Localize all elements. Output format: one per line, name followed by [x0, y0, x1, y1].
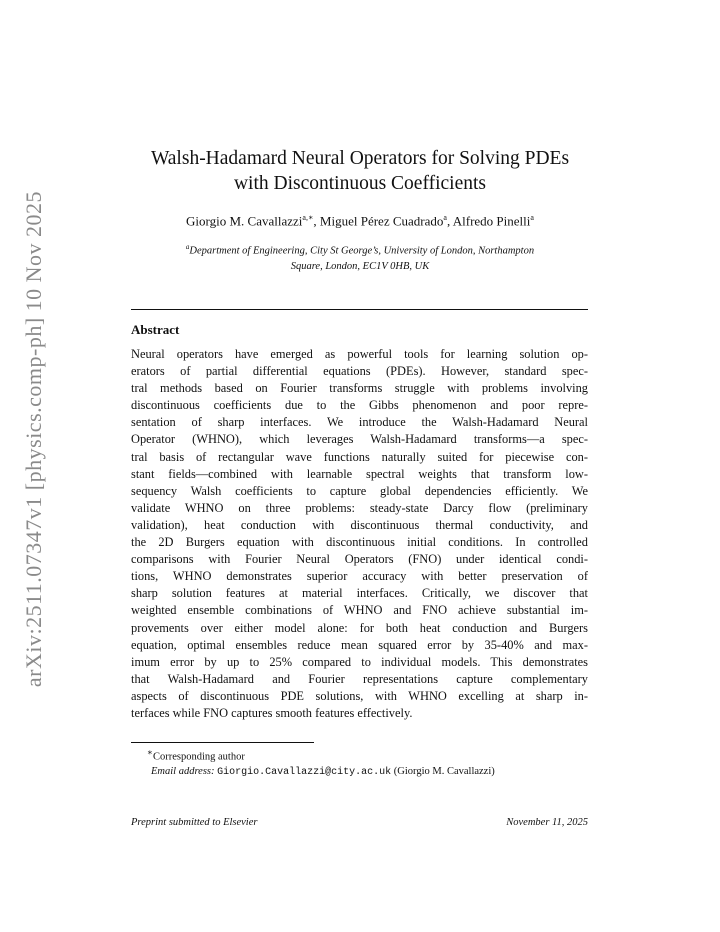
author-2-affiliation-mark: a	[443, 213, 447, 222]
affiliation	[140, 240, 580, 274]
abstract-body	[131, 346, 588, 722]
author-2-name: Miguel Pérez Cuadrado	[319, 213, 444, 229]
author-separator: ,	[446, 213, 453, 229]
footnote-rule	[131, 742, 314, 743]
email-link[interactable]: Giorgio.Cavallazzi@city.ac.uk	[217, 766, 392, 778]
footnote	[131, 745, 591, 780]
footnote-marker: ∗	[147, 747, 153, 757]
abstract-line: aspects of discontinuous PDE solutions, with WHNO excelling at sharp in-	[131, 688, 588, 703]
author-3-affiliation-mark: a	[530, 213, 534, 222]
paper-title	[110, 146, 610, 196]
abstract-line: tral methods based on Fourier transforms struggle with problems involving	[131, 381, 588, 396]
footer-date: November 11, 2025	[506, 817, 588, 828]
abstract-line: comparisons with Fourier Neural Operators (FNO) under identical condi-	[131, 552, 588, 567]
abstract-line: validation), heat conduction with discontinuous thermal conductivity, and	[131, 517, 588, 532]
preprint-note: Preprint submitted to Elsevier	[131, 817, 258, 828]
email-label: Email address:	[151, 765, 215, 777]
abstract-line: imum error by up to 25% compared to individual models. This demonstrates	[131, 654, 588, 669]
footnote-corresponding-text: Corresponding author	[152, 751, 245, 763]
abstract-line: discontinuous coefficients due to the Gibbs phenomenon and poor repre-	[131, 398, 588, 413]
abstract-line: equation, optimal ensembles reduce mean squared error by 35-40% and max-	[131, 637, 588, 652]
author-separator: ,	[313, 213, 320, 229]
abstract-line: erators of partial differential equations (PDEs). However, standard spec-	[131, 364, 588, 379]
affiliation-text-1: Department of Engineering, City St George’s, University of London, Northampton	[189, 245, 535, 257]
abstract-heading: Abstract	[131, 322, 180, 337]
abstract-line: the 2D Burgers equation with discontinuous initial conditions. In controlled	[131, 535, 588, 550]
abstract-line: terfaces while FNO captures smooth features effectively.	[131, 705, 413, 720]
abstract-line: tral basis of rectangular wave functions naturally suited for piecewise con-	[131, 449, 588, 464]
abstract-line: stant fields—combined with learnable spectral weights that transform low-	[131, 466, 588, 481]
author-3-name: Alfredo Pinelli	[452, 213, 531, 229]
abstract-line: tions, WHNO demonstrates superior accuracy with better preservation of	[131, 569, 588, 584]
footnote-email-line	[131, 765, 591, 780]
abstract-line: weighted ensemble combinations of WHNO and FNO achieve substantial im-	[131, 603, 588, 618]
abstract-line: sequency Walsh coefficients to capture global dependencies efficiently. We	[131, 483, 588, 498]
affiliation-line-2: Square, London, EC1V 0HB, UK	[290, 260, 430, 272]
footnote-corresponding	[131, 745, 591, 765]
title-line-2: with Discontinuous Coefficients	[233, 173, 487, 194]
author-1-name: Giorgio M. Cavallazzi	[186, 213, 303, 229]
arxiv-side-stamp: arXiv:2511.07347v1 [physics.comp-ph] 10 Nov 2025	[21, 190, 46, 688]
title-line-1: Walsh-Hadamard Neural Operators for Solving PDEs	[150, 148, 570, 169]
abstract-line: sharp solution features at material interfaces. Critically, we discover that	[131, 586, 588, 601]
abstract-line: Neural operators have emerged as powerful tools for learning solution op-	[131, 347, 588, 361]
abstract-line: provements over either model alone: for both heat conduction and Burgers	[131, 620, 588, 635]
abstract-line: Operator (WHNO), which leverages Walsh-Hadamard transforms—a spec-	[131, 432, 588, 447]
affiliation-mark: a	[185, 243, 190, 251]
abstract-line: sentation of sharp interfaces. We introduce the Walsh-Hadamard Neural	[131, 415, 588, 430]
affiliation-line-1	[140, 240, 580, 259]
abstract-line: validate WHNO on three problems: steady-state Darcy flow (preliminary	[131, 500, 588, 515]
author-list	[110, 213, 610, 229]
email-owner: (Giorgio M. Cavallazzi)	[393, 765, 495, 777]
author-1-affiliation-mark: a,∗	[302, 213, 314, 222]
abstract-line: that Walsh-Hadamard and Fourier representations capture complementary	[131, 671, 588, 686]
abstract-top-rule	[131, 309, 588, 310]
